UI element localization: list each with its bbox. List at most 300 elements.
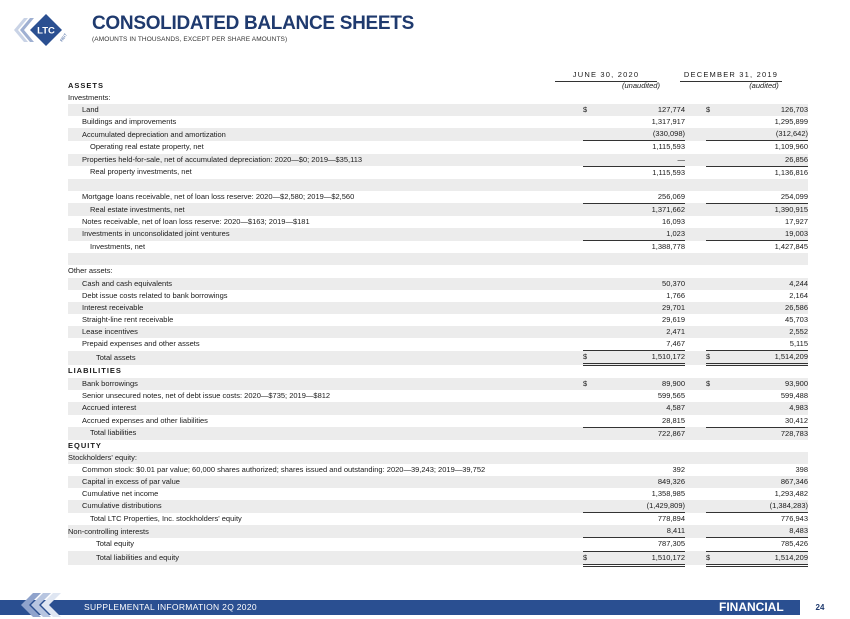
value-june-2020: 1,317,917 [651, 117, 685, 127]
spacer [576, 191, 583, 204]
currency-symbol [706, 191, 720, 204]
value-dec-2019: 1,427,845 [774, 242, 808, 252]
spacer [685, 241, 706, 254]
spacer [576, 290, 583, 302]
spacer [685, 415, 706, 428]
spacer [576, 440, 583, 452]
value-dec-2019 [720, 452, 808, 464]
spacer [685, 390, 706, 402]
currency-symbol: $ [583, 551, 597, 565]
column-header-june-2020: JUNE 30, 2020 [555, 70, 657, 82]
table-row [68, 128, 808, 141]
value-dec-2019: 5,115 [720, 338, 808, 351]
value-june-2020: 392 [672, 464, 685, 474]
currency-symbol: $ [706, 378, 720, 390]
value-dec-2019: 867,346 [720, 476, 808, 488]
currency-symbol [706, 488, 720, 500]
value-dec-2019: 26,586 [720, 302, 808, 314]
currency-symbol [583, 116, 597, 128]
row-label: Interest receivable [68, 302, 576, 314]
currency-symbol [706, 166, 720, 179]
currency-symbol [706, 92, 720, 104]
value-june-2020 [597, 452, 685, 464]
value-dec-2019: 2,552 [720, 326, 808, 338]
spacer [576, 241, 583, 254]
spacer [685, 191, 706, 204]
row-label: Accrued interest [68, 402, 576, 414]
value-june-2020: 2,471 [597, 326, 685, 338]
row-label: Mortgage loans receivable, net of loan loss reserve: 2020—$2,580; 2019—$2,560 [82, 192, 355, 202]
spacer [685, 464, 706, 476]
table-row [68, 378, 808, 390]
value-june-2020 [597, 440, 685, 452]
currency-symbol [706, 402, 720, 414]
row-label: Other assets: [68, 266, 113, 276]
spacer [576, 141, 583, 154]
table-row [68, 525, 808, 538]
page-number: 24 [815, 603, 825, 612]
table-row [68, 415, 808, 428]
spacer [685, 265, 706, 277]
table-row [68, 538, 808, 551]
table-row [68, 302, 808, 314]
value-dec-2019: 4,244 [720, 278, 808, 290]
currency-symbol [583, 203, 597, 216]
spacer [576, 80, 583, 92]
currency-symbol: $ [706, 104, 720, 116]
currency-symbol [583, 241, 597, 254]
value-dec-2019: 728,783 [720, 427, 808, 440]
footer-chevrons-icon [5, 592, 65, 619]
ltc-logo [12, 12, 72, 48]
spacer [685, 228, 706, 241]
spacer [576, 128, 583, 141]
row-label: Investments: [68, 93, 111, 103]
currency-symbol [583, 538, 597, 551]
value-dec-2019: 45,703 [785, 314, 808, 324]
spacer [576, 538, 583, 551]
spacer [685, 154, 706, 167]
table-row [68, 278, 808, 290]
row-label: Debt issue costs related to bank borrowings [82, 290, 228, 300]
spacer [685, 378, 706, 390]
row-label: Operating real estate property, net [90, 142, 204, 152]
spacer [576, 92, 583, 104]
value-dec-2019: 1,109,960 [774, 142, 808, 152]
table-row [68, 390, 808, 402]
table-row [68, 253, 808, 265]
spacer [685, 216, 706, 228]
value-june-2020: 787,305 [597, 538, 685, 551]
row-label: LIABILITIES [68, 366, 122, 376]
currency-symbol [706, 314, 720, 326]
spacer [576, 203, 583, 216]
currency-symbol [583, 427, 597, 440]
value-june-2020: 4,587 [597, 402, 685, 414]
currency-symbol [706, 326, 720, 338]
currency-symbol [583, 452, 597, 464]
value-june-2020: 1,115,593 [652, 142, 685, 152]
currency-symbol [583, 216, 597, 228]
value-dec-2019: 785,426 [720, 538, 808, 551]
spacer [685, 128, 706, 141]
spacer [685, 166, 706, 179]
value-june-2020: 8,411 [597, 525, 685, 538]
currency-symbol [583, 166, 597, 179]
currency-symbol [706, 513, 720, 526]
page-title: CONSOLIDATED BALANCE SHEETS [92, 13, 414, 34]
table-row [68, 92, 808, 104]
spacer [685, 141, 706, 154]
row-label: Real property investments, net [90, 167, 192, 177]
spacer [685, 525, 706, 538]
value-june-2020: 1,023 [597, 228, 685, 241]
table-row [68, 191, 808, 204]
currency-symbol [583, 92, 597, 104]
spacer [685, 278, 706, 290]
table-row [68, 228, 808, 241]
spacer [685, 104, 706, 116]
currency-symbol [706, 476, 720, 488]
currency-symbol [706, 265, 720, 277]
row-label: Cumulative net income [82, 489, 159, 499]
spacer [685, 476, 706, 488]
value-dec-2019: (312,642) [720, 128, 808, 141]
currency-symbol [583, 253, 597, 265]
spacer [576, 415, 583, 428]
currency-symbol [583, 141, 597, 154]
currency-symbol [706, 440, 720, 452]
row-label: Total assets [68, 351, 576, 365]
currency-symbol [706, 500, 720, 513]
value-june-2020: 29,619 [662, 314, 685, 324]
currency-symbol [706, 464, 720, 476]
value-dec-2019: 1,136,816 [774, 167, 808, 177]
table-row [68, 166, 808, 179]
value-dec-2019: 126,703 [720, 104, 808, 116]
value-dec-2019: 254,099 [720, 191, 808, 204]
currency-symbol [706, 128, 720, 141]
row-label: Prepaid expenses and other assets [82, 339, 200, 349]
value-june-2020: 127,774 [597, 104, 685, 116]
spacer [685, 338, 706, 351]
spacer [685, 500, 706, 513]
spacer [685, 440, 706, 452]
spacer [685, 488, 706, 500]
value-june-2020: 50,370 [597, 278, 685, 290]
spacer [685, 538, 706, 551]
value-june-2020 [597, 179, 685, 191]
row-label: Lease incentives [68, 326, 576, 338]
value-dec-2019: (1,384,283) [720, 500, 808, 513]
table-row [68, 290, 808, 302]
row-label: Cumulative distributions [68, 500, 576, 513]
value-dec-2019: 93,900 [720, 378, 808, 390]
currency-symbol [706, 390, 720, 402]
currency-symbol [706, 241, 720, 254]
value-dec-2019 [720, 440, 808, 452]
spacer [576, 216, 583, 228]
value-june-2020: 1,388,778 [651, 242, 685, 252]
currency-symbol [583, 302, 597, 314]
spacer [685, 314, 706, 326]
row-label: Investments in unconsolidated joint ventures [68, 228, 576, 241]
spacer [576, 179, 583, 191]
value-june-2020: 722,867 [597, 427, 685, 440]
value-june-2020: 599,565 [657, 391, 685, 401]
value-june-2020: 256,069 [597, 191, 685, 204]
table-row [68, 241, 808, 254]
row-label: Capital in excess of par value [68, 476, 576, 488]
currency-symbol [706, 338, 720, 351]
spacer [576, 464, 583, 476]
currency-symbol [583, 80, 597, 92]
value-dec-2019: 398 [795, 464, 808, 474]
currency-symbol [706, 452, 720, 464]
value-dec-2019: 2,164 [789, 290, 808, 300]
footer [0, 592, 850, 619]
value-dec-2019 [720, 92, 808, 104]
currency-symbol [706, 427, 720, 440]
spacer [685, 351, 706, 365]
table-row [68, 440, 808, 452]
row-label: Total LTC Properties, Inc. stockholders' equity [90, 514, 242, 524]
currency-symbol [583, 265, 597, 277]
spacer [576, 488, 583, 500]
spacer [576, 253, 583, 265]
spacer [576, 351, 583, 365]
row-label: Accumulated depreciation and amortization [68, 128, 576, 141]
spacer [685, 452, 706, 464]
value-june-2020: 7,467 [597, 338, 685, 351]
table-row [68, 141, 808, 154]
spacer [576, 378, 583, 390]
currency-symbol [583, 402, 597, 414]
currency-symbol [583, 500, 597, 513]
currency-symbol [706, 525, 720, 538]
spacer [576, 326, 583, 338]
value-dec-2019: 8,483 [720, 525, 808, 538]
spacer [685, 253, 706, 265]
spacer [685, 427, 706, 440]
currency-symbol: $ [706, 351, 720, 365]
value-june-2020 [597, 365, 685, 379]
spacer [685, 402, 706, 414]
currency-symbol [583, 513, 597, 526]
value-dec-2019: 17,927 [785, 217, 808, 227]
spacer [685, 302, 706, 314]
currency-symbol: $ [583, 351, 597, 365]
currency-symbol [583, 290, 597, 302]
row-label: EQUITY [68, 440, 102, 450]
table-row [68, 104, 808, 116]
currency-symbol [706, 290, 720, 302]
row-label: Notes receivable, net of loan loss reserve: 2020—$163; 2019—$181 [82, 217, 310, 227]
row-label: Straight-line rent receivable [82, 314, 174, 324]
spacer [576, 265, 583, 277]
spacer [576, 513, 583, 526]
table-row [68, 452, 808, 464]
table-row [68, 265, 808, 277]
spacer [576, 500, 583, 513]
spacer [576, 166, 583, 179]
value-dec-2019: 1,293,482 [774, 489, 808, 499]
currency-symbol [583, 440, 597, 452]
spacer [685, 92, 706, 104]
currency-symbol [583, 338, 597, 351]
currency-symbol [583, 464, 597, 476]
currency-symbol [583, 390, 597, 402]
row-label: Buildings and improvements [82, 117, 177, 127]
row-label: Stockholders' equity: [68, 452, 576, 464]
value-june-2020: 16,093 [662, 217, 685, 227]
row-label: Real estate investments, net [68, 203, 576, 216]
value-dec-2019: 1,514,209 [720, 351, 808, 365]
currency-symbol [583, 314, 597, 326]
currency-symbol [706, 415, 720, 428]
value-june-2020: — [597, 154, 685, 167]
spacer [576, 551, 583, 565]
table-row [68, 203, 808, 216]
currency-symbol [706, 203, 720, 216]
value-june-2020: 28,815 [597, 415, 685, 428]
spacer [685, 179, 706, 191]
currency-symbol [583, 525, 597, 538]
currency-symbol [706, 154, 720, 167]
row-label: Bank borrowings [68, 378, 576, 390]
spacer [576, 302, 583, 314]
value-june-2020: 1,115,593 [652, 167, 685, 177]
table-row [68, 116, 808, 128]
value-dec-2019: 30,412 [720, 415, 808, 428]
table-row [68, 500, 808, 513]
value-dec-2019: 26,856 [720, 154, 808, 167]
currency-symbol [706, 80, 720, 92]
table-row [68, 402, 808, 414]
table-row [68, 338, 808, 351]
row-label: Senior unsecured notes, net of debt issue costs: 2020—$735; 2019—$812 [82, 391, 331, 401]
value-june-2020: 1,766 [666, 290, 685, 300]
balance-sheet-table [68, 80, 808, 567]
column-header-dec-2019: DECEMBER 31, 2019 [680, 70, 782, 82]
currency-symbol [706, 538, 720, 551]
logo-sub: REIT [58, 32, 69, 43]
currency-symbol [583, 476, 597, 488]
spacer [685, 365, 706, 379]
spacer [685, 551, 706, 565]
value-june-2020: 849,326 [597, 476, 685, 488]
currency-symbol [706, 216, 720, 228]
table-row [68, 154, 808, 167]
spacer [685, 326, 706, 338]
spacer [576, 278, 583, 290]
page-subtitle: (AMOUNTS IN THOUSANDS, EXCEPT PER SHARE AMOUNTS) [92, 36, 288, 43]
value-dec-2019: 19,003 [720, 228, 808, 241]
row-label: Cash and cash equivalents [68, 278, 576, 290]
footer-label: SUPPLEMENTAL INFORMATION 2Q 2020 [84, 602, 257, 612]
spacer [576, 314, 583, 326]
currency-symbol [583, 179, 597, 191]
value-dec-2019: (audited) [749, 81, 779, 90]
row-label: Properties held-for-sale, net of accumulated depreciation: 2020—$0; 2019—$35,113 [68, 154, 576, 167]
table-row [68, 513, 808, 526]
currency-symbol [706, 302, 720, 314]
value-dec-2019: 1,514,209 [720, 551, 808, 565]
row-label: Investments, net [90, 241, 146, 251]
row-label [68, 253, 576, 265]
currency-symbol: $ [706, 551, 720, 565]
spacer [576, 452, 583, 464]
row-label: Total liabilities [68, 427, 576, 440]
currency-symbol [583, 128, 597, 141]
currency-symbol [583, 228, 597, 241]
value-dec-2019: 599,488 [780, 391, 808, 401]
spacer [685, 116, 706, 128]
row-label: ASSETS [68, 81, 105, 90]
table-row [68, 80, 808, 92]
table-row [68, 476, 808, 488]
table-row [68, 326, 808, 338]
spacer [576, 365, 583, 379]
table-row [68, 216, 808, 228]
spacer [576, 338, 583, 351]
footer-section-label: FINANCIAL [719, 600, 784, 614]
table-row [68, 314, 808, 326]
value-june-2020: 1,510,172 [597, 551, 685, 565]
value-dec-2019 [720, 265, 808, 277]
table-row [68, 365, 808, 379]
value-dec-2019 [720, 365, 808, 379]
value-june-2020 [597, 265, 685, 277]
spacer [576, 476, 583, 488]
logo-text: LTC [37, 25, 55, 37]
value-june-2020: 778,894 [657, 514, 685, 524]
table-row [68, 351, 808, 365]
spacer [685, 203, 706, 216]
currency-symbol [583, 488, 597, 500]
currency-symbol [583, 365, 597, 379]
value-june-2020: (unaudited) [622, 81, 660, 90]
currency-symbol [706, 116, 720, 128]
row-label [68, 179, 576, 191]
value-june-2020 [597, 92, 685, 104]
currency-symbol [583, 326, 597, 338]
value-dec-2019: 4,983 [720, 402, 808, 414]
currency-symbol [706, 179, 720, 191]
currency-symbol [706, 253, 720, 265]
value-june-2020: (1,429,809) [597, 500, 685, 513]
spacer [576, 116, 583, 128]
spacer [685, 80, 706, 92]
spacer [576, 427, 583, 440]
currency-symbol: $ [583, 104, 597, 116]
value-june-2020: 1,510,172 [597, 351, 685, 365]
spacer [576, 104, 583, 116]
currency-symbol [583, 278, 597, 290]
value-dec-2019: 1,295,899 [774, 117, 808, 127]
currency-symbol [706, 278, 720, 290]
value-june-2020: 1,358,985 [651, 489, 685, 499]
table-row [68, 179, 808, 191]
currency-symbol [706, 228, 720, 241]
spacer [685, 290, 706, 302]
value-june-2020: 1,371,662 [597, 203, 685, 216]
value-dec-2019: 776,943 [780, 514, 808, 524]
value-dec-2019 [720, 253, 808, 265]
table-row [68, 488, 808, 500]
currency-symbol [583, 154, 597, 167]
value-june-2020: 29,701 [597, 302, 685, 314]
